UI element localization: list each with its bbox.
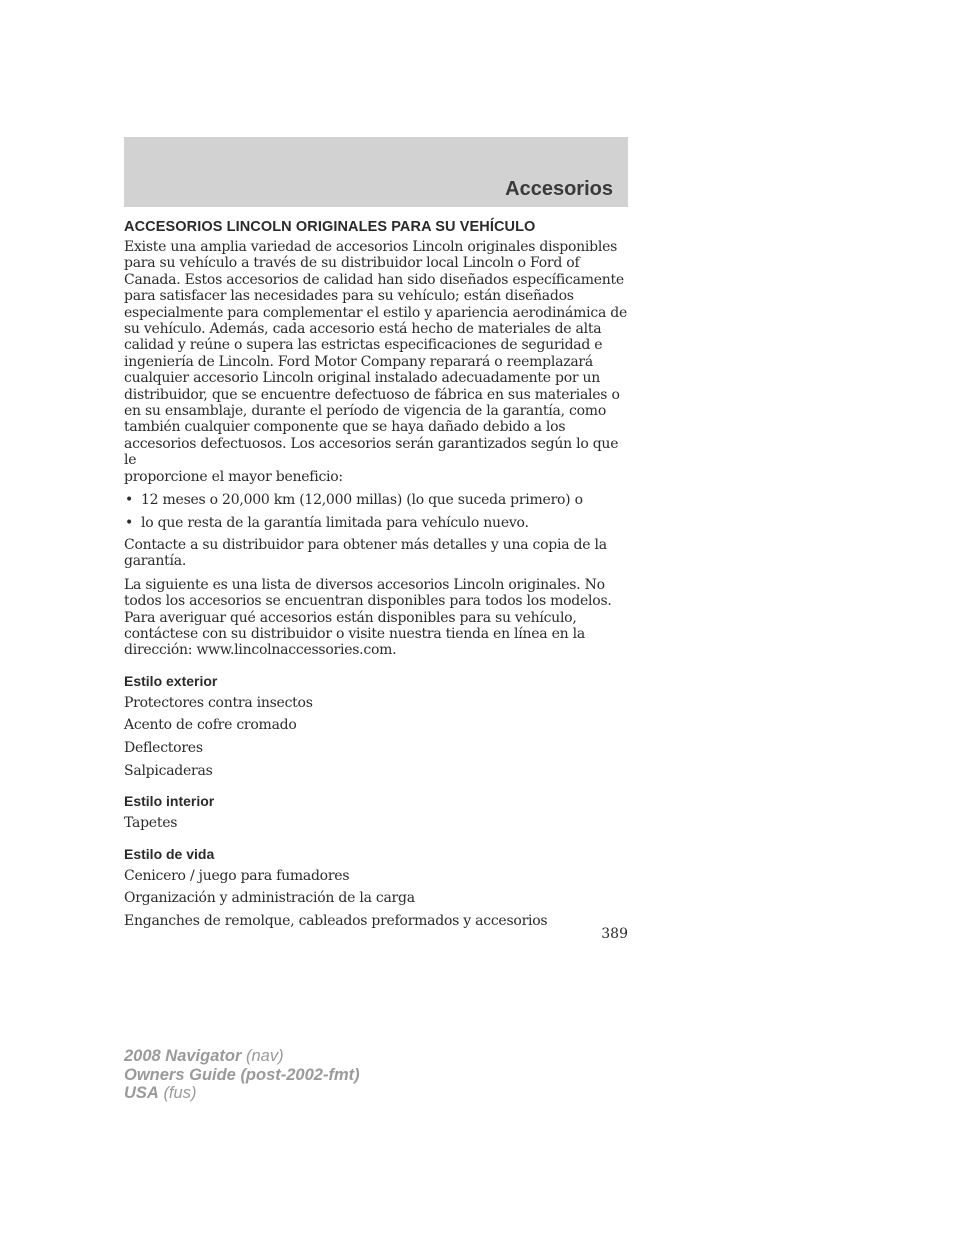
footer-model-code: (nav) — [246, 1047, 284, 1065]
list-item: Cenicero / juego para fumadores — [124, 867, 350, 884]
main-content — [124, 219, 630, 936]
list-intro-paragraph — [124, 577, 630, 659]
text-line: Contacte a su distribuidor para obtener más detalles y una copia de la — [124, 536, 607, 553]
list-item: Acento de cofre cromado — [124, 717, 297, 734]
text-line: proporcione el mayor beneficio: — [124, 468, 343, 485]
intro-paragraph — [124, 239, 630, 485]
text-line: especialmente para complementar el estilo y apariencia aerodinámica de — [124, 304, 627, 321]
text-line: todos los accesorios se encuentran disponibles para todos los modelos. — [124, 593, 612, 610]
footer-market-code: (fus) — [163, 1084, 197, 1102]
footer-guide: Owners Guide (post-2002-fmt) — [124, 1065, 360, 1084]
text-line: distribuidor, que se encuentre defectuoso de fábrica en sus materiales o — [124, 386, 620, 403]
list-item: Enganches de remolque, cableados preformados y accesorios — [124, 913, 548, 930]
text-line: dirección: www.lincolnaccessories.com. — [124, 642, 397, 659]
footer-model: 2008 Navigator — [124, 1047, 242, 1065]
footer-line-1 — [124, 1047, 360, 1066]
text-line: también cualquier componente que se haya dañado debido a los — [124, 419, 566, 436]
text-line: cualquier accesorio Lincoln original instalado adecuadamente por un — [124, 370, 601, 387]
text-line: La siguiente es una lista de diversos accesorios Lincoln originales. No — [124, 576, 605, 593]
list-item: Tapetes — [124, 815, 178, 832]
section-heading-lifestyle: Estilo de vida — [124, 845, 215, 862]
section-heading-interior: Estilo interior — [124, 793, 215, 810]
text-line: su vehículo. Además, cada accesorio está hecho de materiales de alta — [124, 321, 602, 338]
text-line: Para averiguar qué accesorios están disponibles para su vehículo, — [124, 609, 577, 626]
page-number: 389 — [601, 926, 628, 942]
text-line: para su vehículo a través de su distribuidor local Lincoln o Ford of — [124, 255, 580, 272]
text-line: contáctese con su distribuidor o visite nuestra tienda en línea en la — [124, 625, 585, 642]
text-line: en su ensamblaje, durante el período de vigencia de la garantía, como — [124, 403, 606, 420]
bullet-icon: • — [125, 514, 134, 531]
text-line: Existe una amplia variedad de accesorios Lincoln originales disponibles — [124, 239, 618, 255]
text-line: accesorios defectuosos. Los accesorios serán garantizados según lo que le — [124, 435, 619, 469]
bullet-icon: • — [125, 492, 134, 509]
list-item: Salpicaderas — [124, 762, 213, 779]
list-item: • lo que resta de la garantía limitada para vehículo nuevo. — [125, 514, 529, 531]
contact-paragraph — [124, 537, 630, 570]
footer-market: USA — [124, 1084, 159, 1102]
warranty-bullet-list — [124, 492, 630, 531]
page-heading: ACCESORIOS LINCOLN ORIGINALES PARA SU VEHÍCULO — [124, 219, 536, 235]
text-line: para satisfacer las necesidades para su vehículo; están diseñados — [124, 288, 574, 305]
section-title: Accesorios — [505, 178, 613, 200]
list-item: Organización y administración de la carga — [124, 890, 415, 907]
section-heading-exterior: Estilo exterior — [124, 672, 218, 689]
text-line: calidad y reúne o supera las estrictas especificaciones de seguridad e — [124, 337, 603, 354]
list-item: Protectores contra insectos — [124, 694, 313, 711]
document-footer — [124, 1047, 360, 1103]
section-header-band — [124, 137, 628, 207]
footer-line-2 — [124, 1066, 360, 1085]
footer-line-3 — [124, 1084, 360, 1103]
text-line: ingeniería de Lincoln. Ford Motor Company reparará o reemplazará — [124, 353, 593, 370]
list-item: Deflectores — [124, 740, 203, 757]
list-item: • 12 meses o 20,000 km (12,000 millas) (lo que suceda primero) o — [125, 492, 583, 509]
text-line: Canada. Estos accesorios de calidad han sido diseñados específicamente — [124, 271, 624, 288]
text-line: garantía. — [124, 553, 187, 570]
